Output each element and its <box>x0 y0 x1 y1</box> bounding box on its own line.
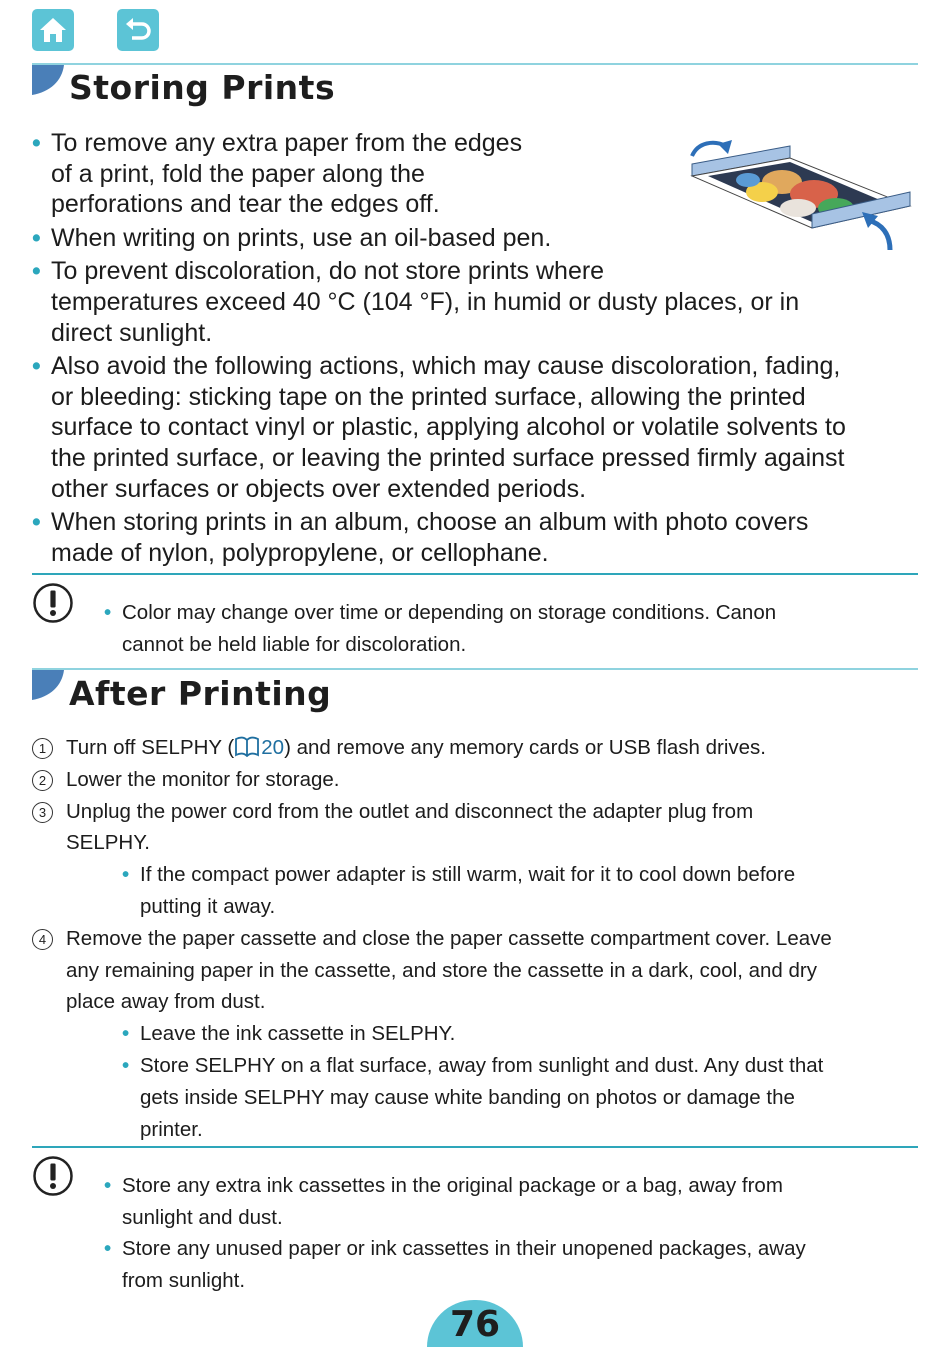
list-item: • Store any extra ink cassettes in the original package or a bag, away from sunlight and dust. <box>104 1170 918 1233</box>
step-sub-list <box>66 859 918 923</box>
caution-icon <box>32 582 74 624</box>
home-icon <box>38 15 68 45</box>
step-number: 4 <box>32 929 53 950</box>
step-item: 1 Turn off SELPHY ( 20) and remove any memory cards or USB flash drives. <box>32 732 918 764</box>
caution-icon <box>32 1155 74 1197</box>
home-button[interactable] <box>32 9 74 51</box>
list-item: • Store SELPHY on a flat surface, away from sunlight and dust. Any dust that gets inside SELPHY may cause white banding on photos or damage the printer. <box>122 1050 918 1145</box>
heading-tab-icon <box>32 65 64 95</box>
list-item: • To remove any extra paper from the edges of a print, fold the paper along the perforations and tear the edges off. <box>32 128 918 220</box>
step-item: 4 Remove the paper cassette and close the paper cassette compartment cover. Leave any remaining paper in the cassette, and store the cassette in a dark, cool, and dry place away from dust. • Leave the ink cassette in SELPHY. • Store SELPHY on a flat surface, away from sunlight and dust. Any dust that gets inside SELPHY may cause white banding on photos or damage the printer. <box>32 923 918 1146</box>
step-number: 1 <box>32 738 53 759</box>
book-icon <box>234 736 260 757</box>
storing-prints-list <box>32 128 918 571</box>
page-number-tab <box>427 1300 523 1347</box>
list-item: • Color may change over time or depending on storage conditions. Canon cannot be held liable for discoloration. <box>104 597 918 660</box>
step-number: 2 <box>32 770 53 791</box>
section-title-after-printing: After Printing <box>69 674 332 713</box>
list-item: • If the compact power adapter is still warm, wait for it to cool down before putting it away. <box>122 859 918 923</box>
section-title-storing-prints: Storing Prints <box>69 68 336 107</box>
step-item: 3 Unplug the power cord from the outlet and disconnect the adapter plug from SELPHY. • If the compact power adapter is still warm, wait for it to cool down before putting it away. <box>32 796 918 923</box>
list-item: • Also avoid the following actions, which may cause discoloration, fading, or bleeding: sticking tape on the printed surface, allowing the printed surface to contact vinyl or plastic, applying alcohol or volatile solvents to the printed surface, or leaving the printed surface pressed firmly against other surfaces or objects over extended periods. <box>32 351 918 504</box>
list-item: • Store any unused paper or ink cassettes in their unopened packages, away from sunlight. <box>104 1233 918 1296</box>
step-item: 2 Lower the monitor for storage. <box>32 764 918 796</box>
list-item: • To prevent discoloration, do not store prints where temperatures exceed 40 °C (104 °F), in humid or dusty places, or in direct sunlight. <box>32 256 918 348</box>
heading-tab-icon <box>32 670 64 700</box>
step-number: 3 <box>32 802 53 823</box>
page-reference-link[interactable]: 20 <box>261 736 285 759</box>
back-arrow-icon <box>123 15 153 45</box>
after-printing-steps <box>32 732 918 1145</box>
list-item: • When writing on prints, use an oil-based pen. <box>32 223 918 254</box>
caution-rule <box>32 573 918 575</box>
after-caution-list <box>104 1170 918 1296</box>
page-number: 76 <box>449 1304 501 1345</box>
storing-caution-list <box>104 597 918 660</box>
caution-rule <box>32 1146 918 1148</box>
back-button[interactable] <box>117 9 159 51</box>
list-item: • When storing prints in an album, choose an album with photo covers made of nylon, polypropylene, or cellophane. <box>32 507 918 568</box>
heading-rule <box>32 63 918 65</box>
step-sub-list <box>66 1018 918 1145</box>
heading-rule <box>32 668 918 670</box>
list-item: • Leave the ink cassette in SELPHY. <box>122 1018 918 1050</box>
